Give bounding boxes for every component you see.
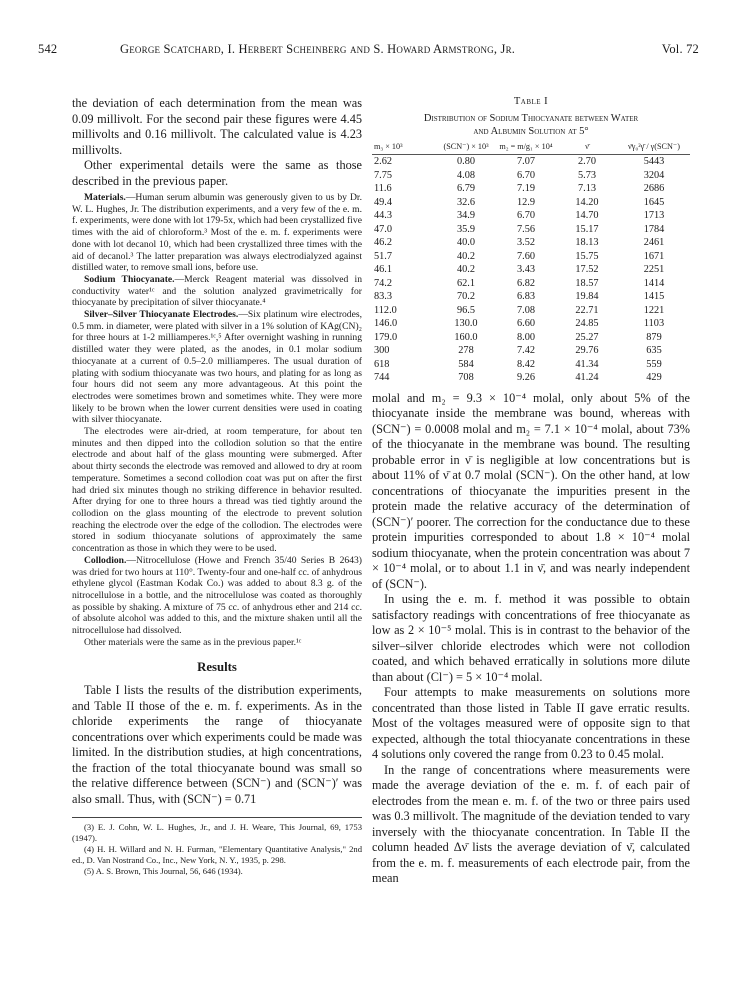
paragraph-other-details: Other experimental details were the same as those described in the previous paper.: [72, 158, 362, 188]
table-cell: 6.82: [516, 277, 536, 289]
table-cell: 2.62: [374, 156, 393, 167]
table-cell: 3.43: [516, 264, 536, 275]
materials-text: —Human serum albumin was generously given to us by Dr. W. L. Hughes, Jr. The distribution experiments, and a very few of the e. m. f. experiments, were done with lot 179-5x, which had been crystallized five times with the aid of chloroform.³ Most of the e. m. f. experiments were done with lot decanol 10, which had been crystallized three times with the aid of decanol.³ The latter preparation was always electrodialyzed against distilled water, to remove small ions, before use.: [72, 192, 362, 274]
footnote-rule: [72, 817, 362, 818]
table-cell: 14.70: [575, 210, 599, 221]
table-cell: 179.0: [374, 331, 398, 343]
table-cell: 429: [646, 372, 662, 383]
table-cell: 40.2: [456, 250, 476, 262]
column-header: (SCN⁻) × 10³: [436, 142, 496, 155]
collodion-text: —Nitrocellulose (Howe and French 35/40 Series B 2643) was dried for two hours at 110°. Twenty-four and one-half cc. of anhydrous ethylene glycol (Eastman Kodak Co.) was added to about 8.3 g. of the nitrocellulose in a bottle, and the nitrocellulose was coated as thoroughly as possible by shaking. A mixture of 75 cc. of anhydrous ether and 214 cc. of absolute alcohol was added to this, and the mixture shaken until all the nitrocellulose had dissolved.: [72, 554, 362, 637]
table-cell: 7.19: [516, 183, 536, 194]
volume-label: Vol. 72: [661, 42, 699, 56]
table-row: [372, 371, 690, 385]
table-cell: 83.3: [374, 291, 393, 302]
table-row: [372, 169, 690, 183]
table-caption: [372, 112, 690, 138]
table-cell: 15.75: [575, 250, 599, 262]
table-cell: 22.71: [575, 304, 599, 316]
paragraph-materials: [72, 192, 362, 274]
table-cell: 6.70: [516, 210, 536, 221]
table-row: [372, 182, 690, 196]
table-cell: 584: [458, 358, 474, 370]
table-cell: 1414: [643, 277, 665, 289]
table-cell: 1415: [643, 291, 665, 302]
table-cell: 708: [458, 372, 474, 383]
table-cell: 6.60: [516, 318, 536, 329]
table-cell: 3204: [643, 169, 665, 181]
paragraph-electrodes: [72, 309, 362, 426]
table-row: [372, 196, 690, 210]
column-header: m₃ × 10³: [372, 142, 436, 155]
column-header: ν̄: [556, 142, 618, 155]
table-cell: 1645: [643, 196, 665, 208]
table-cell: 1103: [643, 318, 665, 329]
right-column: [372, 96, 690, 887]
table-cell: 7.75: [374, 169, 393, 181]
table-row: [372, 277, 690, 291]
table-cell: 47.0: [374, 223, 393, 235]
table-body: [372, 155, 690, 385]
table-cell: 34.9: [456, 210, 476, 221]
table-cell: 2251: [643, 264, 665, 275]
table-cell: 1671: [643, 250, 665, 262]
table-cell: 15.17: [575, 223, 599, 235]
table-cell: 17.52: [575, 264, 599, 275]
table-cell: 35.9: [456, 223, 476, 235]
distribution-table: [372, 142, 690, 385]
footnote: (4) H. H. Willard and N. H. Furman, "Elementary Quantitative Analysis," 2nd ed., D. Van Nostrand Co., Inc., New York, N. Y., 1935, p. 298.: [72, 844, 362, 866]
table-row: [372, 317, 690, 331]
table-row: [372, 155, 690, 169]
table-cell: 112.0: [374, 304, 397, 316]
table-cell: 96.5: [456, 304, 476, 316]
paragraph-results: Table I lists the results of the distribution experiments, and Table II those of the e. m. f. experiments. As in the chloride experiments the range of thiocyanate concentrations over which experiments could be made was limited. In the distribution studies, at high concentrations, the fraction of the total thiocyanate bound was small so the relative difference between (SCN⁻) and (SCN⁻)′ was also small. Thus, with (SCN⁻) = 0.71: [72, 683, 362, 806]
table-cell: 278: [458, 345, 474, 356]
table-row: [372, 344, 690, 358]
table-cell: 8.42: [516, 358, 536, 370]
table-row: [372, 236, 690, 250]
table-row: [372, 331, 690, 345]
table-cell: 49.4: [374, 196, 393, 208]
table-cell: 12.9: [516, 196, 536, 208]
paragraph-other-materials: Other materials were the same as in the previous paper.¹ᶜ: [84, 636, 302, 648]
table-cell: 62.1: [456, 277, 476, 289]
table-cell: 2686: [643, 183, 665, 194]
table-cell: 0.80: [456, 156, 476, 167]
table-cell: 7.42: [516, 345, 536, 356]
table-cell: 744: [374, 372, 390, 383]
table-row: [372, 290, 690, 304]
table-cell: 3.52: [516, 237, 536, 248]
table-cell: 19.84: [575, 291, 599, 302]
table-row: [372, 358, 690, 372]
table-cell: 24.85: [575, 318, 599, 329]
table-cell: 6.83: [516, 291, 536, 302]
table-cell: 130.0: [454, 318, 478, 329]
paragraph-deviation: the deviation of each determination from the mean was 0.09 millivolt. For the second pair these figures were 4.45 millivolts and 0.16 millivolt. The calculated value is 4.23 millivolts.: [72, 96, 362, 157]
paragraph-bound-fraction: molal and m₂ = 9.3 × 10⁻⁴ molal, only about 5% of the thiocyanate inside the membrane was bound, whereas with (SCN⁻) = 0.0008 molal and m₂ = 7.1 × 10⁻⁴ molal, about 73% of the thiocyanate in the membrane was bound. The resulting probable error in ν̄ is negligible at low concentrations but is about 11% of ν̄ at 0.7 molal (SCN⁻). On the other hand, at low concentrations of thiocyanate the impurities present in the protein made the relative accuracy of the determination of (SCN⁻)′ poorer. The correction for the conductance due to these protein impurities corresponded to about 1.8 × 10⁻⁴ molal sodium thiocyanate, when the protein concentration was about 7 × 10⁻⁴ molal, or to about 1.1 in ν̄, and was nearly independent of (SCN⁻).: [372, 390, 690, 591]
table-cell: 2.70: [577, 156, 597, 167]
right-text: [372, 391, 690, 887]
table-cell: 7.56: [516, 223, 536, 235]
running-head-authors: George Scatchard, I. Herbert Scheinberg and S. Howard Armstrong, Jr.: [120, 42, 516, 56]
table-cell: 44.3: [374, 210, 393, 221]
electrodes-text: —Six platinum wire electrodes, 0.5 mm. in diameter, were plated with silver in a 1% solution of KAg(CN)₂ for three hours at 1-2 milliamperes.¹ᶜ,⁵ After overnight washing in running distilled water they were plated, as the anodes, in 0.1 molar sodium thiocyanate at a current of 0.5–2.0 milliamperes. The usual duration of plating with sodium thiocyanate was two hours, and plating for as long as four hours did not seem any more advantageous. At this point the electrodes were sometimes brown and sometimes white. They were more likely to be brown when the lower current densities were used in coating with silver thiocyanate.: [72, 309, 362, 426]
table-cell: 74.2: [374, 277, 393, 289]
footnote: (3) E. J. Cohn, W. L. Hughes, Jr., and J. H. Weare, This Journal, 69, 1753 (1947).: [72, 822, 362, 844]
table-cell: 1713: [643, 210, 665, 221]
table-row: [372, 304, 690, 318]
table-cell: 7.13: [577, 183, 597, 194]
table-cell: 32.6: [456, 196, 476, 208]
table-cell: 1221: [643, 304, 665, 316]
table-cell: 2461: [643, 237, 665, 248]
sodium-thiocyanate-text: —Merck Reagent material was dissolved in conductivity water¹ᶜ and the solution analyzed gravimetrically for thiocyanate by precipitation of silver thiocyanate.⁴: [72, 273, 362, 309]
table-cell: 1784: [643, 223, 665, 235]
table-cell: 11.6: [374, 183, 392, 194]
table-row: [372, 209, 690, 223]
table-caption-line: and Albumin Solution at 5°: [473, 126, 589, 137]
table-cell: 41.24: [575, 372, 599, 383]
table-cell: 70.2: [456, 291, 476, 302]
table-cell: 635: [646, 345, 662, 356]
table-cell: 146.0: [374, 318, 398, 329]
table-row: [372, 263, 690, 277]
table-cell: 41.34: [575, 358, 599, 370]
table-cell: 46.1: [374, 264, 393, 275]
table-cell: 18.57: [575, 277, 599, 289]
table-cell: 7.07: [516, 156, 536, 167]
paragraph-collodion: [72, 555, 362, 637]
paragraph-sodium-thiocyanate: [72, 274, 362, 309]
electrodes-heading: Silver–Silver Thiocyanate Electrodes.: [84, 309, 239, 321]
table-cell: 6.70: [516, 169, 536, 181]
paragraph-emf-method: In using the e. m. f. method it was possible to obtain satisfactory readings with concentrations of free thiocyanate as low as 2 × 10⁻⁵ molal. This is in contrast to the behavior of the silver–silver chloride electrodes which were not collodion coated, and which behaved erratically in solutions more dilute than about (Cl⁻) = 5 × 10⁻⁴ molal.: [372, 592, 690, 684]
section-heading-results: Results: [197, 660, 237, 675]
table-cell: 25.27: [575, 331, 599, 343]
table-cell: 9.26: [516, 372, 536, 383]
table-cell: 6.79: [456, 183, 476, 194]
table-cell: 7.60: [516, 250, 536, 262]
footnotes: [72, 822, 362, 877]
collodion-heading: Collodion.: [84, 554, 127, 566]
table-cell: 879: [646, 331, 662, 343]
table-cell: 14.20: [575, 196, 599, 208]
materials-heading: Materials.: [84, 192, 126, 203]
table-cell: 8.00: [516, 331, 536, 343]
table-cell: 46.2: [374, 237, 393, 248]
table-row: [372, 223, 690, 237]
paragraph-deviation-range: In the range of concentrations where measurements were made the average deviation of the e. m. f. of each pair of electrodes from the mean e. m. f. of the two or three pairs used was 0.3 millivolt. The magnitude of the deviation tended to vary inversely with the thiocyanate concentration. In Table II the column headed Δν̄ lists the average deviation of ν̄, calculated from the e. m. f. measurements of each electrode pair, from the mean: [372, 762, 690, 885]
column-header: m₂ = m/g₁ × 10⁴: [496, 142, 556, 155]
table-cell: 618: [374, 358, 390, 370]
column-header: ν̄γ₀²γ̄ / γ(SCN⁻): [618, 142, 690, 155]
table-cell: 5.73: [577, 169, 597, 181]
paragraph-four-attempts: Four attempts to make measurements on solutions more concentrated than those listed in Table II gave erratic results. Most of the voltages measured were of opposite sign to that expected, although the total thiocyanate concentrations in these 4 solutions only covered the range from 0.23 to 0.45 molal.: [372, 685, 690, 761]
table-cell: 300: [374, 345, 390, 356]
table-title: Table I: [513, 96, 549, 107]
table-cell: 559: [646, 358, 662, 370]
table-caption-line: Distribution of Sodium Thiocyanate between Water: [423, 113, 639, 124]
table-cell: 51.7: [374, 250, 393, 262]
table-cell: 7.08: [516, 304, 536, 316]
table-cell: 40.2: [456, 264, 476, 275]
left-column: [72, 96, 362, 877]
sodium-thiocyanate-heading: Sodium Thiocyanate.: [84, 273, 175, 285]
table-cell: 5443: [643, 156, 665, 167]
table-header-row: [372, 142, 690, 155]
table-cell: 18.13: [575, 237, 599, 248]
table-row: [372, 250, 690, 264]
paragraph-electrode-coating: The electrodes were air-dried, at room temperature, for about ten minutes and then dipped into the collodion solution so that the entire electrode and about half of the glass mounting were submerged. After about thirty seconds the electrode was removed and allowed to dry at room temperature. Sometimes a second collodion coat was put on after the first had dried six minutes though no striking difference in behavior resulted. After drying for one to three hours a thread was tied tightly around the collodion on the glass mounting of the electrode to prevent solution reaching the electrode over the edge of the collodion. The electrodes were stored in sodium thiocyanate solutions of approximately the same concentration as those in which they were to be used.: [72, 426, 362, 555]
table-cell: 29.76: [575, 345, 599, 356]
table-cell: 4.08: [456, 169, 476, 181]
page-number: 542: [38, 42, 58, 56]
footnote: (5) A. S. Brown, This Journal, 56, 646 (1934).: [84, 866, 243, 877]
table-cell: 160.0: [454, 331, 478, 343]
table-cell: 40.0: [456, 237, 476, 248]
running-header: [38, 42, 699, 60]
